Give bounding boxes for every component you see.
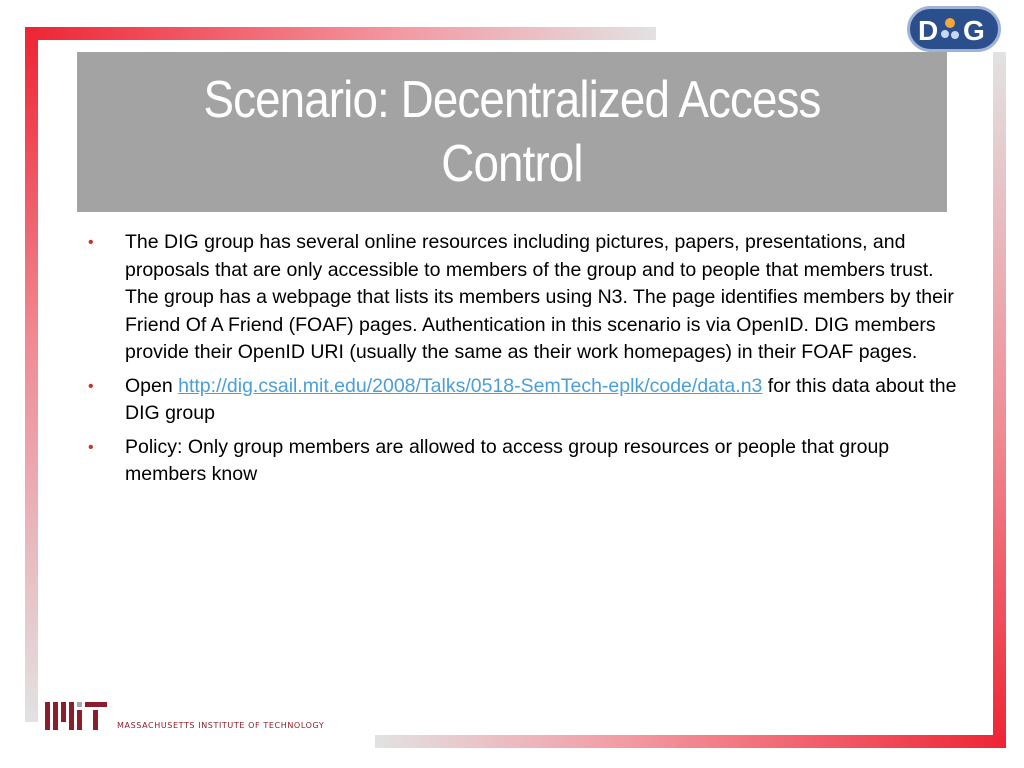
bullet-marker: • bbox=[88, 234, 94, 251]
bullet-text-suffix: for this data about the DIG group bbox=[125, 374, 957, 424]
mit-logo bbox=[45, 700, 107, 732]
dig-logo bbox=[907, 6, 1001, 52]
title-banner bbox=[77, 52, 947, 212]
mit-wordmark: MASSACHUSETTS INSTITUTE OF TECHNOLOGY bbox=[117, 721, 325, 730]
bullet-text: Policy: Only group members are allowed to access group resources or people that group members know bbox=[125, 435, 890, 485]
bullet-text-prefix: Open bbox=[125, 374, 179, 397]
bullet-marker: • bbox=[88, 438, 94, 456]
slide-title: Scenario: Decentralized Access Control bbox=[203, 71, 821, 193]
bullet-item bbox=[88, 434, 968, 489]
bullet-marker: • bbox=[88, 377, 94, 395]
frame-bar-top bbox=[25, 27, 656, 40]
bullet-item bbox=[88, 229, 968, 367]
bullet-item bbox=[88, 373, 968, 428]
frame-bar-bottom bbox=[375, 735, 1006, 748]
data-n3-link[interactable]: http://dig.csail.mit.edu/2008/Talks/0518-SemTech-eplk/code/data.n3 bbox=[178, 374, 763, 397]
frame-bar-right bbox=[993, 52, 1006, 747]
bullet-list bbox=[88, 229, 968, 495]
svg-text:G: G bbox=[963, 15, 985, 46]
svg-text:D: D bbox=[918, 15, 939, 46]
bullet-text: The DIG group has several online resources including pictures, papers, presentations, and proposals that are only accessible to members of the group and to people that members trust. The group has a webpage that lists its members using N3. The page identifies members by their Friend Of A Friend (FOAF) pages. Authentication in this scenario is via OpenID. DIG members provide their OpenID URI (usually the same as their work homepages) in their FOAF pages. bbox=[125, 231, 954, 363]
frame-bar-left bbox=[25, 27, 38, 722]
